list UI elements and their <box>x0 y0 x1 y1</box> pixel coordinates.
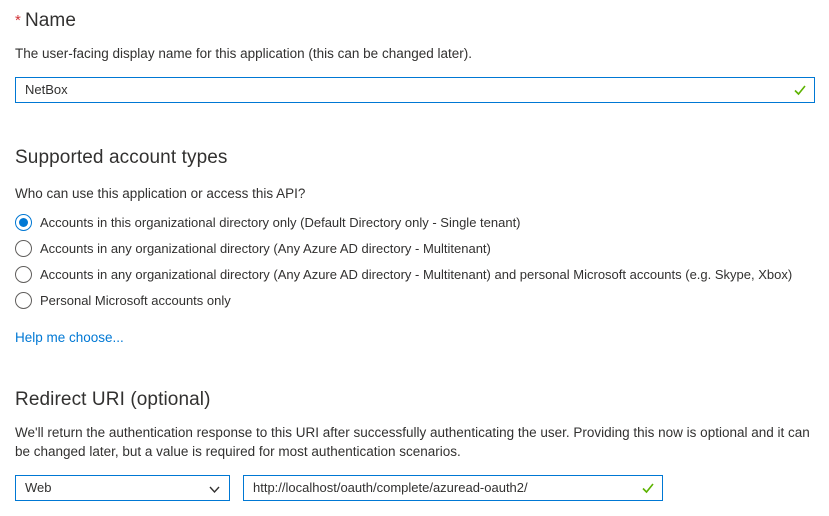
account-types-heading: Supported account types <box>15 146 228 168</box>
redirect-uri-input[interactable] <box>243 475 663 501</box>
name-section-heading <box>15 10 815 32</box>
chevron-down-icon <box>208 483 221 496</box>
radio-icon <box>15 240 32 257</box>
radio-label: Accounts in any organizational directory (Any Azure AD directory - Multitenant) and personal Microsoft accounts (e.g. Skype, Xbox) <box>40 267 793 283</box>
account-types-radio-group <box>15 210 815 314</box>
radio-icon <box>15 266 32 283</box>
radio-label: Personal Microsoft accounts only <box>40 293 231 309</box>
name-input-wrap <box>15 77 815 103</box>
redirect-uri-input-wrap <box>243 475 663 501</box>
name-section-title: Name <box>24 10 77 31</box>
name-description: The user-facing display name for this application (this can be changed later). <box>15 46 472 61</box>
radio-option-single-tenant[interactable] <box>15 210 815 236</box>
radio-label: Accounts in any organizational directory (Any Azure AD directory - Multitenant) <box>40 241 491 257</box>
radio-option-multitenant-personal[interactable] <box>15 262 815 288</box>
platform-select-value: Web <box>25 480 52 496</box>
platform-select[interactable] <box>15 475 230 501</box>
radio-icon <box>15 214 32 231</box>
required-asterisk: * <box>15 12 21 29</box>
redirect-uri-description: We'll return the authentication response to this URI after successfully authenticating the user. Providing this now is optional and it can be changed later, but a value is required for most authentication scenarios. <box>15 424 810 459</box>
help-me-choose-link[interactable]: Help me choose... <box>15 329 124 345</box>
radio-option-multitenant[interactable] <box>15 236 815 262</box>
account-types-question: Who can use this application or access this API? <box>15 185 306 201</box>
radio-label: Accounts in this organizational directory only (Default Directory only - Single tenant) <box>40 215 521 231</box>
redirect-uri-row <box>15 475 815 501</box>
name-input[interactable] <box>15 77 815 103</box>
radio-option-personal-only[interactable] <box>15 288 815 314</box>
radio-icon <box>15 292 32 309</box>
redirect-uri-heading: Redirect URI (optional) <box>15 388 211 410</box>
